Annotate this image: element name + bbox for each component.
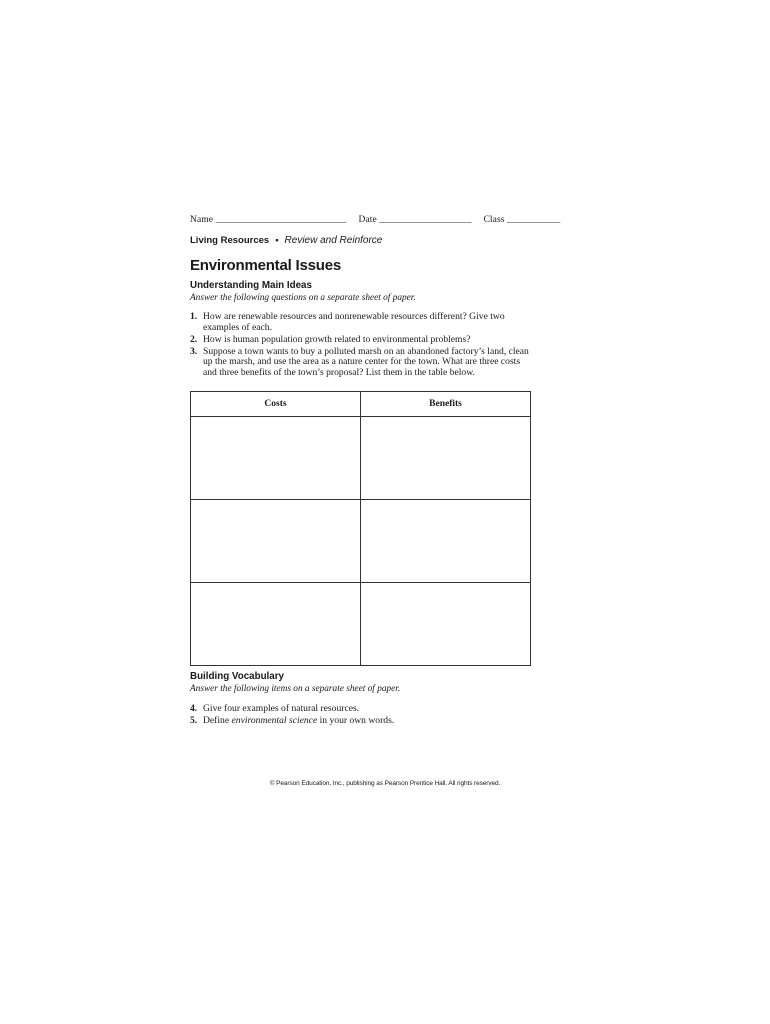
table-row (191, 416, 531, 499)
benefits-column-header: Benefits (361, 391, 531, 416)
date-label: Date (358, 215, 377, 225)
section-subtitle: Review and Reinforce (284, 235, 383, 246)
benefits-cell[interactable] (361, 499, 531, 582)
question-term: environmental science (231, 714, 318, 726)
costs-cell[interactable] (191, 499, 361, 582)
question-item (190, 312, 535, 333)
question-number: 2. (190, 333, 198, 345)
question-item (190, 347, 535, 379)
question-number: 3. (190, 345, 198, 357)
question-text: Suppose a town wants to buy a polluted marsh on an abandoned factory’s land, clean up the marsh, and use the area as a nature center for the town. What are three costs and three benefits of the town’s proposal? List them in the table below. (203, 345, 529, 378)
vocabulary-questions (190, 704, 535, 727)
class-label: Class (483, 215, 505, 225)
question-item (190, 716, 535, 727)
main-ideas-questions (190, 312, 535, 379)
question-text: Give four examples of natural resources. (203, 702, 360, 714)
main-ideas-heading: Understanding Main Ideas (190, 280, 312, 291)
table-row (191, 499, 531, 582)
costs-benefits-table (190, 391, 531, 666)
table-header-row (191, 391, 531, 416)
question-number: 1. (190, 311, 198, 322)
table-row (191, 582, 531, 665)
question-text-start: Define (203, 714, 232, 726)
section-line (190, 235, 535, 248)
main-ideas-instruction: Answer the following questions on a separate sheet of paper. (190, 293, 416, 303)
question-number: 4. (190, 702, 198, 714)
name-blank: ___________________________ (215, 215, 347, 225)
benefits-cell[interactable] (361, 582, 531, 665)
question-text-end: in your own words. (317, 714, 395, 726)
question-number: 5. (190, 714, 198, 726)
unit-name: Living Resources (190, 235, 270, 246)
question-text: How are renewable resources and nonrenewable resources different? Give two examples of each. (203, 311, 505, 333)
class-blank: ___________ (507, 215, 561, 225)
benefits-cell[interactable] (361, 416, 531, 499)
question-item (190, 335, 535, 346)
copyright-footer: © Pearson Education, Inc., publishing as Pearson Prentice Hall. All rights reserved. (269, 780, 501, 787)
costs-cell[interactable] (191, 582, 361, 665)
costs-cell[interactable] (191, 416, 361, 499)
page-title: Environmental Issues (190, 257, 342, 274)
student-info-line (190, 215, 561, 229)
vocabulary-heading: Building Vocabulary (190, 670, 284, 682)
question-text: How is human population growth related to environmental problems? (203, 333, 471, 345)
bullet-separator: • (275, 235, 279, 246)
name-label: Name (190, 215, 214, 225)
vocabulary-instruction: Answer the following items on a separate sheet of paper. (190, 683, 401, 694)
worksheet (190, 215, 561, 728)
question-item (190, 704, 535, 715)
costs-column-header: Costs (191, 391, 361, 416)
date-blank: ___________________ (379, 215, 472, 225)
